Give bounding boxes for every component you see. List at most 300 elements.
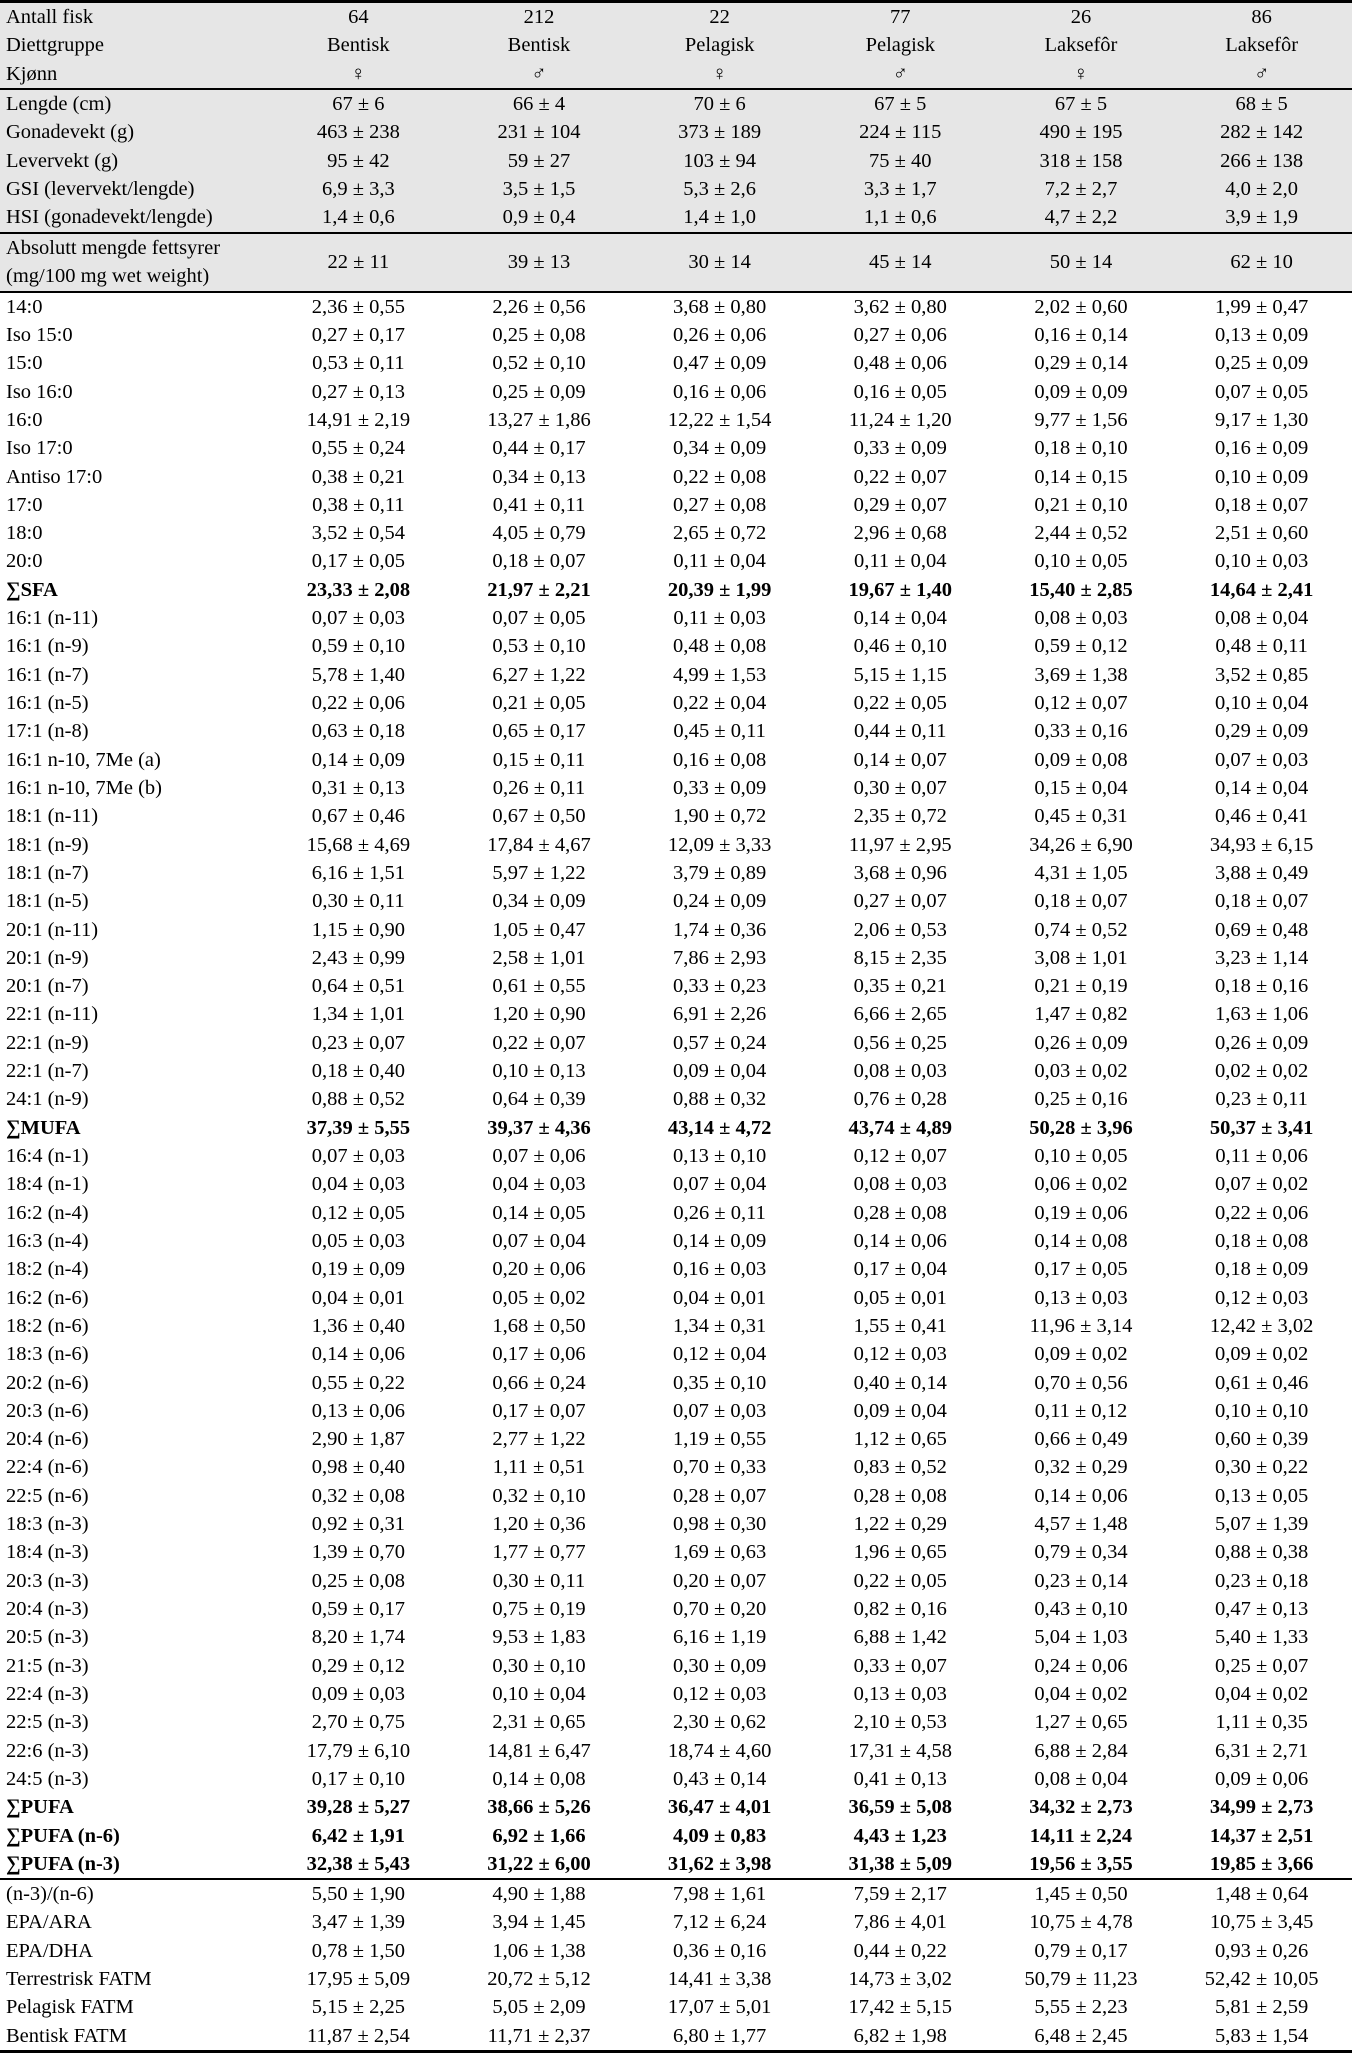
row-label: 14:0 [0,292,268,321]
row-label: Levervekt (g) [0,147,268,175]
table-cell: 0,02 ± 0,02 [1215,1060,1309,1083]
table-row [0,915,1352,943]
table-cell: 0,38 ± 0,21 [311,465,405,488]
table-cell: 0,09 ± 0,06 [1215,1767,1309,1790]
row-label: EPA/DHA [6,1939,93,1962]
table-cell: 0,27 ± 0,08 [673,493,767,516]
table-cell: 0,45 ± 0,31 [1034,805,1128,828]
table-cell: 2,10 ± 0,53 [853,1711,947,1734]
table-row [0,147,1352,175]
table-cell: 5,07 ± 1,39 [1215,1513,1309,1536]
table-cell: 7,2 ± 2,7 [991,175,1172,203]
table-cell: 6,91 ± 2,26 [673,1003,767,1026]
table-cell: 0,23 ± 0,07 [311,1031,405,1054]
table-cell: 0,32 ± 0,29 [1034,1456,1128,1479]
table-cell: 0,09 ± 0,02 [1034,1343,1128,1366]
table-cell: ♂ [810,60,991,89]
table-cell: 0,10 ± 0,04 [492,1682,586,1705]
row-label: 16:1 (n-9) [6,635,89,658]
table-cell: 0,14 ± 0,07 [853,748,947,771]
table-cell: 4,99 ± 1,53 [673,663,767,686]
table-cell: 0,16 ± 0,05 [853,380,947,403]
table-cell: 75 ± 40 [810,147,991,175]
row-label: ∑PUFA [6,1796,74,1819]
table-row [0,1057,1352,1085]
row-label: 20:4 (n-3) [6,1598,89,1621]
table-cell: ♀ [991,60,1172,89]
table-cell: 0,17 ± 0,05 [1034,1258,1128,1281]
table-cell: 0,09 ± 0,04 [853,1399,947,1422]
table-cell: 86 [1171,2,1352,32]
table-cell: 10,75 ± 4,78 [1029,1911,1133,1934]
table-row [0,1850,1352,1879]
table-cell: 0,44 ± 0,22 [853,1939,947,1962]
table-cell: 2,31 ± 0,65 [492,1711,586,1734]
table-row [0,1199,1352,1227]
table-cell: 67 ± 5 [810,89,991,118]
table-cell: 0,07 ± 0,04 [492,1229,586,1252]
table-cell: 0,10 ± 0,03 [1215,550,1309,573]
table-cell: 0,22 ± 0,07 [853,465,947,488]
table-cell: 0,35 ± 0,21 [853,975,947,998]
table-cell: 36,59 ± 5,08 [848,1796,953,1819]
table-cell: 0,13 ± 0,05 [1215,1484,1309,1507]
table-cell: 2,58 ± 1,01 [492,946,586,969]
table-cell: 0,28 ± 0,07 [673,1484,767,1507]
table-cell: 23,33 ± 2,08 [306,578,411,601]
table-cell: ♀ [629,60,810,89]
row-label: 24:5 (n-3) [6,1767,89,1790]
row-label: 20:5 (n-3) [6,1626,89,1649]
table-cell: 0,22 ± 0,06 [311,692,405,715]
table-cell: 2,96 ± 0,68 [853,522,947,545]
table-cell: 0,66 ± 0,49 [1034,1428,1128,1451]
table-row [0,203,1352,232]
table-cell: 0,05 ± 0,02 [492,1286,586,1309]
table-cell: 0,20 ± 0,07 [673,1569,767,1592]
row-label: 22:5 (n-6) [6,1484,89,1507]
table-cell: 45 ± 14 [810,233,991,292]
table-cell: 0,07 ± 0,03 [1215,748,1309,771]
table-cell: 34,26 ± 6,90 [1029,833,1133,856]
table-cell: 0,21 ± 0,19 [1034,975,1128,998]
table-cell: 0,11 ± 0,04 [673,550,766,573]
table-cell: 0,44 ± 0,11 [854,720,947,743]
table-row [0,717,1352,745]
row-label: 16:4 (n-1) [6,1145,89,1168]
table-row [0,1879,1352,1908]
table-cell: 0,40 ± 0,14 [853,1371,947,1394]
table-cell: 1,48 ± 0,64 [1171,1879,1352,1908]
row-label-line-1: Absolutt mengde fettsyrer [6,237,221,259]
table-cell: 0,44 ± 0,17 [492,437,586,460]
row-label: 18:0 [6,522,43,545]
table-row [0,746,1352,774]
table-cell: 0,41 ± 0,13 [853,1767,947,1790]
table-cell: 0,10 ± 0,04 [1215,692,1309,715]
table-cell: 0,15 ± 0,11 [492,748,586,771]
table-cell: 43,74 ± 4,89 [848,1116,953,1139]
table-cell: 0,25 ± 0,09 [1215,352,1309,375]
table-cell: 0,11 ± 0,12 [1034,1399,1128,1422]
table-row [0,1000,1352,1028]
table-cell: 0,33 ± 0,23 [673,975,767,998]
table-cell: 0,28 ± 0,08 [853,1201,947,1224]
table-cell: 0,59 ± 0,10 [311,635,405,658]
table-cell: 0,29 ± 0,07 [853,493,947,516]
table-cell: 0,65 ± 0,17 [492,720,586,743]
table-cell: 4,43 ± 1,23 [853,1824,947,1847]
table-cell: 19,67 ± 1,40 [848,578,953,601]
table-cell: 2,06 ± 0,53 [853,918,947,941]
table-cell: 0,17 ± 0,05 [311,550,405,573]
table-row [0,1793,1352,1821]
table-cell: 0,24 ± 0,06 [1034,1654,1128,1677]
table-cell: 0,34 ± 0,13 [492,465,586,488]
table-cell: 0,18 ± 0,10 [1034,437,1128,460]
table-row [0,1142,1352,1170]
table-cell: 318 ± 158 [991,147,1172,175]
table-cell: 0,11 ± 0,06 [1215,1145,1308,1168]
table-cell: 6,66 ± 2,65 [853,1003,947,1026]
table-cell: 0,29 ± 0,12 [311,1654,405,1677]
table-cell: 0,78 ± 1,50 [311,1939,405,1962]
table-cell: 68 ± 5 [1171,89,1352,118]
table-cell: 50,28 ± 3,96 [1029,1116,1133,1139]
table-cell: 0,23 ± 0,11 [1215,1088,1308,1111]
table-row [0,377,1352,405]
table-cell: 1,06 ± 1,38 [492,1939,586,1962]
table-cell: 17,31 ± 4,58 [848,1739,953,1762]
table-cell: 0,59 ± 0,17 [311,1598,405,1621]
table-cell: 7,98 ± 1,61 [629,1879,810,1908]
table-cell: 0,14 ± 0,06 [853,1229,947,1252]
table-row [0,1170,1352,1198]
table-cell: 2,70 ± 0,75 [311,1711,405,1734]
table-cell: 0,06 ± 0,02 [1034,1173,1128,1196]
table-cell: 0,98 ± 0,30 [673,1513,767,1536]
table-row [0,89,1352,118]
table-cell: 50 ± 14 [991,233,1172,292]
table-cell: 0,43 ± 0,14 [673,1767,767,1790]
table-cell: 7,59 ± 2,17 [810,1879,991,1908]
table-cell: 5,50 ± 1,90 [268,1879,449,1908]
table-cell: 1,36 ± 0,40 [311,1314,405,1337]
table-cell: 37,39 ± 5,55 [306,1116,411,1139]
table-cell: 9,53 ± 1,83 [492,1626,586,1649]
table-cell: 1,55 ± 0,41 [853,1314,947,1337]
table-cell: 0,30 ± 0,10 [492,1654,586,1677]
table-cell: 62 ± 10 [1171,233,1352,292]
table-cell: 0,10 ± 0,10 [1215,1399,1309,1422]
table-cell: 0,19 ± 0,06 [1034,1201,1128,1224]
table-cell: 7,12 ± 6,24 [673,1911,767,1934]
table-cell: 0,12 ± 0,04 [673,1343,767,1366]
table-cell: 1,34 ± 1,01 [311,1003,405,1026]
table-cell: 0,64 ± 0,39 [492,1088,586,1111]
row-label: 20:1 (n-9) [6,946,89,969]
table-cell: 3,79 ± 0,89 [673,861,767,884]
table-cell: 266 ± 138 [1171,147,1352,175]
row-label: 18:4 (n-3) [6,1541,89,1564]
table-cell: 3,23 ± 1,14 [1215,946,1309,969]
row-label: Gonadevekt (g) [0,118,268,146]
table-cell: 3,52 ± 0,85 [1215,663,1309,686]
row-label: Pelagisk FATM [6,1996,134,2019]
table-cell: 52,42 ± 10,05 [1204,1968,1319,1991]
table-cell: Pelagisk [629,31,810,59]
table-cell: 0,46 ± 0,10 [853,635,947,658]
table-cell: 1,11 ± 0,51 [492,1456,586,1479]
table-cell: 4,31 ± 1,05 [1034,861,1128,884]
table-row [0,434,1352,462]
table-cell: 3,62 ± 0,80 [810,292,991,321]
table-cell: 14,37 ± 2,51 [1209,1824,1314,1847]
table-cell: 0,17 ± 0,06 [492,1343,586,1366]
table-cell: 50,37 ± 3,41 [1209,1116,1314,1139]
table-cell: 9,17 ± 1,30 [1215,408,1309,431]
table-cell: 0,26 ± 0,11 [492,776,586,799]
table-cell: 7,86 ± 4,01 [853,1911,947,1934]
table-cell: 0,16 ± 0,03 [673,1258,767,1281]
table-cell: 3,08 ± 1,01 [1034,946,1128,969]
table-row [0,1368,1352,1396]
table-cell: 0,18 ± 0,40 [311,1060,405,1083]
table-cell: 0,55 ± 0,22 [311,1371,405,1394]
table-row [0,1623,1352,1651]
table-cell: 0,18 ± 0,07 [1215,493,1309,516]
table-cell: 14,41 ± 3,38 [667,1968,772,1991]
table-cell: 0,82 ± 0,16 [853,1598,947,1621]
table-cell: 38,66 ± 5,26 [487,1796,591,1819]
table-row [0,1765,1352,1793]
table-cell: 0,07 ± 0,03 [673,1399,767,1422]
row-label: 16:1 n-10, 7Me (b) [6,776,163,799]
table-cell: 5,55 ± 2,23 [1034,1996,1128,2019]
table-cell: 0,79 ± 0,17 [1034,1939,1128,1962]
table-cell: 12,42 ± 3,02 [1209,1314,1314,1337]
table-row [0,1029,1352,1057]
row-label: 22:6 (n-3) [6,1739,89,1762]
table-cell: 0,83 ± 0,52 [853,1456,947,1479]
table-cell: 0,12 ± 0,07 [1034,692,1128,715]
table-cell: 0,04 ± 0,03 [311,1173,405,1196]
table-cell: 0,11 ± 0,03 [673,607,766,630]
table-cell: 0,57 ± 0,24 [673,1031,767,1054]
table-cell: 0,30 ± 0,09 [673,1654,767,1677]
table-cell: 0,93 ± 0,26 [1215,1939,1309,1962]
table-cell: 0,9 ± 0,4 [449,203,630,232]
table-row [0,1821,1352,1849]
table-cell: 0,14 ± 0,09 [311,748,405,771]
table-cell: 5,15 ± 2,25 [311,1996,405,2019]
table-cell: 0,52 ± 0,10 [492,352,586,375]
table-cell: 11,24 ± 1,20 [848,408,952,431]
row-label: 20:3 (n-6) [6,1399,89,1422]
table-row [0,1085,1352,1113]
table-cell: 5,97 ± 1,22 [492,861,586,884]
table-row [0,1595,1352,1623]
table-cell: 0,32 ± 0,08 [311,1484,405,1507]
table-cell: 0,67 ± 0,46 [311,805,405,828]
row-label: 20:3 (n-3) [6,1569,89,1592]
table-row [0,462,1352,490]
table-row [0,349,1352,377]
table-cell: 26 [991,2,1172,32]
row-label: 18:1 (n-7) [6,861,89,884]
table-cell: 4,0 ± 2,0 [1171,175,1352,203]
table-cell: 0,10 ± 0,13 [492,1060,586,1083]
table-cell: 0,04 ± 0,03 [492,1173,586,1196]
table-cell: Laksefôr [1171,31,1352,59]
table-cell: ♂ [449,60,630,89]
table-cell: 5,04 ± 1,03 [1034,1626,1128,1649]
table-cell: 0,66 ± 0,24 [492,1371,586,1394]
table-cell: 0,22 ± 0,08 [673,465,767,488]
table-cell: 282 ± 142 [1171,118,1352,146]
table-cell: 0,14 ± 0,04 [853,607,947,630]
table-cell: 4,09 ± 0,83 [673,1824,767,1847]
table-cell: 0,18 ± 0,07 [1215,890,1309,913]
table-cell: 0,14 ± 0,08 [1034,1229,1128,1252]
table-cell: 5,15 ± 1,15 [853,663,947,686]
table-cell: 19,56 ± 3,55 [1029,1852,1133,1875]
table-cell: 30 ± 14 [629,233,810,292]
table-cell: 0,48 ± 0,06 [853,352,947,375]
table-cell: 6,31 ± 2,71 [1215,1739,1309,1762]
table-cell: 1,1 ± 0,6 [810,203,991,232]
table-cell: 0,13 ± 0,09 [1215,323,1309,346]
row-label: 16:1 (n-5) [6,692,89,715]
row-label: Kjønn [0,60,268,89]
table-cell: 3,9 ± 1,9 [1171,203,1352,232]
table-cell: 0,18 ± 0,16 [1215,975,1309,998]
table-cell: 0,23 ± 0,14 [1034,1569,1128,1592]
table-cell: 4,90 ± 1,88 [449,1879,630,1908]
table-cell: 1,96 ± 0,65 [853,1541,947,1564]
table-cell: 0,05 ± 0,03 [311,1229,405,1252]
table-cell: 3,94 ± 1,45 [492,1911,586,1934]
table-cell: 14,64 ± 2,41 [1209,578,1314,601]
row-label: 17:0 [6,493,43,516]
table-cell: 17,07 ± 5,01 [667,1996,772,2019]
table-cell: 3,68 ± 0,80 [629,292,810,321]
table-cell: 6,16 ± 1,19 [673,1626,767,1649]
table-cell: 0,13 ± 0,03 [853,1682,947,1705]
table-cell: 36,47 ± 4,01 [667,1796,772,1819]
table-cell: 0,30 ± 0,07 [853,776,947,799]
table-cell: 0,07 ± 0,06 [492,1145,586,1168]
table-cell: 11,87 ± 2,54 [268,2022,449,2052]
row-label: Iso 17:0 [6,437,73,460]
table-cell: 1,69 ± 0,63 [673,1541,767,1564]
table-cell: 0,18 ± 0,07 [492,550,586,573]
row-label: Antiso 17:0 [6,465,103,488]
table-cell: 59 ± 27 [449,147,630,175]
table-cell: 0,18 ± 0,07 [1034,890,1128,913]
row-label: EPA/ARA [6,1911,92,1934]
table-cell: 2,26 ± 0,56 [449,292,630,321]
table-cell: 0,07 ± 0,03 [311,1145,405,1168]
table-cell: 3,68 ± 0,96 [853,861,947,884]
table-cell: 0,53 ± 0,10 [492,635,586,658]
table-row [0,1965,1352,1993]
table-cell: 0,74 ± 0,52 [1034,918,1128,941]
table-cell: 0,13 ± 0,10 [673,1145,767,1168]
table-cell: 231 ± 104 [449,118,630,146]
table-cell: 0,55 ± 0,24 [311,437,405,460]
row-label: 18:1 (n-5) [6,890,89,913]
table-cell: 0,07 ± 0,04 [673,1173,767,1196]
table-cell: 8,20 ± 1,74 [311,1626,405,1649]
table-cell: 2,35 ± 0,72 [853,805,947,828]
table-cell: 3,3 ± 1,7 [810,175,991,203]
table-cell: 0,16 ± 0,14 [1034,323,1128,346]
row-label: ∑PUFA (n-6) [6,1824,120,1847]
row-label: 16:3 (n-4) [6,1229,89,1252]
table-cell: 10,75 ± 3,45 [1209,1911,1314,1934]
table-cell: 31,38 ± 5,09 [848,1852,953,1875]
table-cell: 6,48 ± 2,45 [991,2022,1172,2052]
table-cell: 0,17 ± 0,07 [492,1399,586,1422]
table-cell: 1,4 ± 1,0 [629,203,810,232]
table-cell: 0,24 ± 0,09 [673,890,767,913]
table-cell: 9,77 ± 1,56 [1034,408,1128,431]
table-cell: 0,59 ± 0,12 [1034,635,1128,658]
table-cell: 0,10 ± 0,05 [1034,1145,1128,1168]
table-row [0,632,1352,660]
table-cell: 39,37 ± 4,36 [487,1116,591,1139]
table-cell: 0,38 ± 0,11 [312,493,405,516]
table-row [0,406,1352,434]
table-cell: 1,19 ± 0,55 [673,1428,767,1451]
row-label: 20:1 (n-11) [6,918,99,941]
table-cell: 2,51 ± 0,60 [1215,522,1309,545]
table-cell: 4,57 ± 1,48 [1034,1513,1128,1536]
table-cell: 3,88 ± 0,49 [1215,861,1309,884]
table-row [0,1227,1352,1255]
table-cell: 0,16 ± 0,08 [673,748,767,771]
table-cell: 14,11 ± 2,24 [1029,1824,1133,1847]
table-cell: 0,14 ± 0,05 [492,1201,586,1224]
row-label: 20:0 [6,550,43,573]
table-cell: 0,08 ± 0,03 [853,1060,947,1083]
table-cell: 31,22 ± 6,00 [487,1852,591,1875]
table-cell: 0,75 ± 0,19 [492,1598,586,1621]
table-cell: 0,47 ± 0,09 [673,352,767,375]
table-cell: 31,62 ± 3,98 [667,1852,772,1875]
table-cell: 1,45 ± 0,50 [991,1879,1172,1908]
table-cell: 0,14 ± 0,08 [492,1767,586,1790]
table-cell: 0,12 ± 0,03 [673,1682,767,1705]
table-cell: 0,17 ± 0,04 [853,1258,947,1281]
row-label: GSI (levervekt/lengde) [0,175,268,203]
table-cell: 0,70 ± 0,33 [673,1456,767,1479]
table-cell: 1,47 ± 0,82 [1034,1003,1128,1026]
table-cell: 3,5 ± 1,5 [449,175,630,203]
table-cell: 17,95 ± 5,09 [306,1968,411,1991]
table-cell: 0,61 ± 0,46 [1215,1371,1309,1394]
table-cell: 0,14 ± 0,15 [1034,465,1128,488]
table-cell: 15,68 ± 4,69 [306,833,411,856]
table-cell: 1,15 ± 0,90 [311,918,405,941]
table-cell: 0,21 ± 0,05 [492,692,586,715]
table-cell: 0,12 ± 0,03 [853,1343,947,1366]
table-row [0,2022,1352,2052]
table-row [0,2,1352,32]
table-cell: 0,45 ± 0,11 [673,720,766,743]
table-cell: 0,56 ± 0,25 [853,1031,947,1054]
